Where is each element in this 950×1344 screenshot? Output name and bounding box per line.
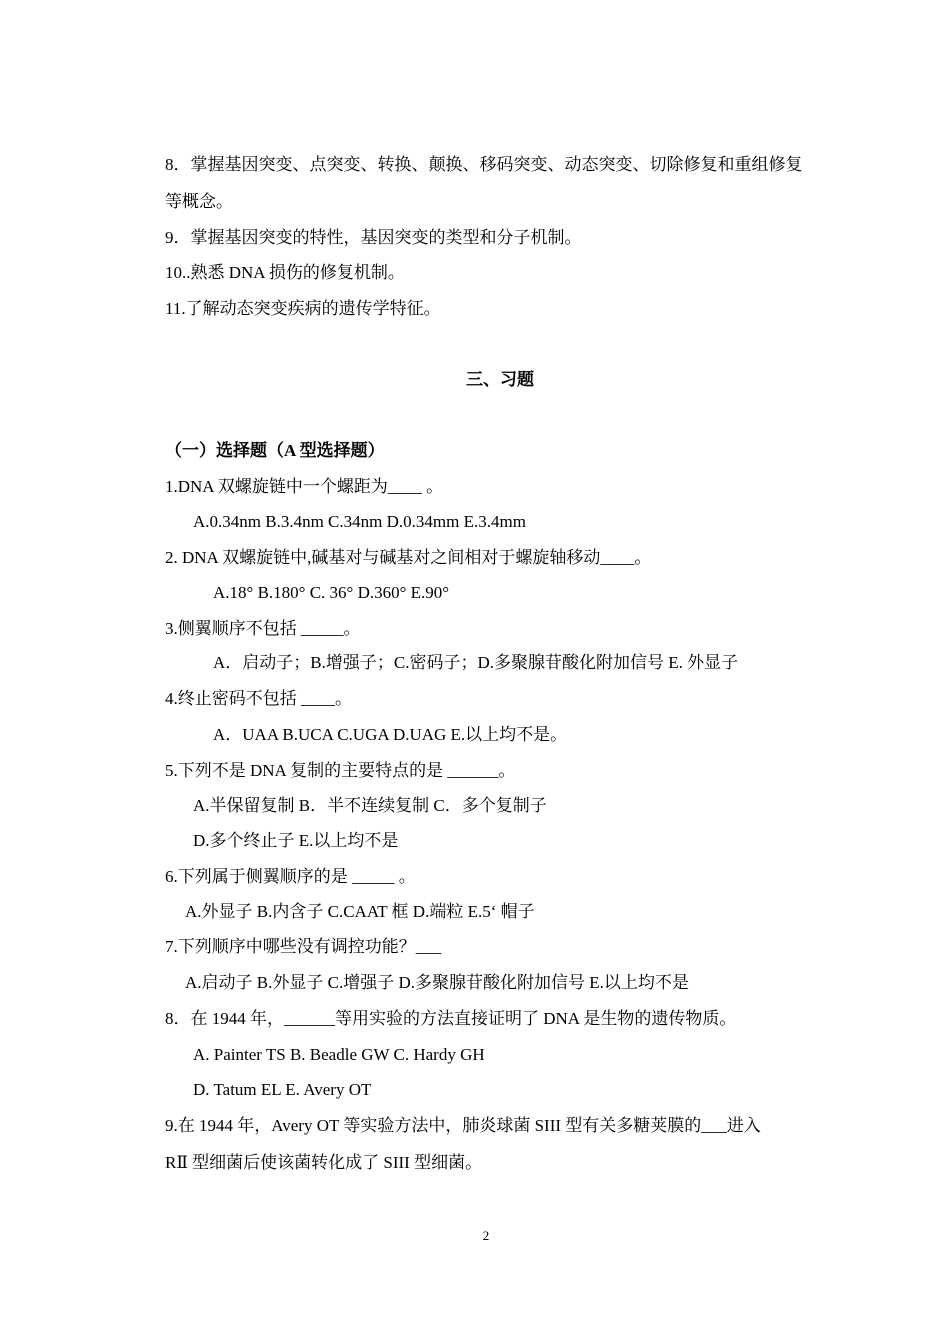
question-5-options-line2: D.多个终止子 E.以上均不是 — [193, 831, 399, 850]
question-1-options: A.0.34nm B.3.4nm C.34nm D.0.34mm E.3.4mm — [193, 512, 526, 531]
question-2-options: A.18° B.180° C. 36° D.360° E.90° — [213, 583, 450, 602]
question-9-line1: 9.在 1944 年，Avery OT 等实验方法中，肺炎球菌 SIII 型有关多糖荚膜的___进入 — [165, 1116, 761, 1135]
objective-8-line2: 等概念。 — [165, 192, 233, 211]
question-5-options-line1: A.半保留复制 B．半不连续复制 C．多个复制子 — [193, 796, 547, 815]
question-8-options-line2: D. Tatum EL E. Avery OT — [193, 1080, 372, 1099]
section-title: 三、习题 — [466, 370, 534, 389]
question-9-line2: RⅡ 型细菌后使该菌转化成了 SIII 型细菌。 — [165, 1153, 483, 1172]
question-5: 5.下列不是 DNA 复制的主要特点的是 ______。 — [165, 761, 516, 780]
question-6: 6.下列属于侧翼顺序的是 _____ 。 — [165, 867, 416, 886]
objective-10: 10..熟悉 DNA 损伤的修复机制。 — [165, 263, 405, 282]
question-4-options: A．UAA B.UCA C.UGA D.UAG E.以上均不是。 — [213, 725, 568, 744]
objective-11: 11.了解动态突变疾病的遗传学特征。 — [165, 299, 441, 318]
subsection-title: （一）选择题（A 型选择题） — [165, 441, 385, 460]
question-8: 8．在 1944 年，______等用实验的方法直接证明了 DNA 是生物的遗传物质。 — [165, 1009, 737, 1028]
objective-9: 9．掌握基因突变的特性，基因突变的类型和分子机制。 — [165, 228, 582, 247]
page-number: 2 — [482, 1228, 490, 1243]
question-8-options-line1: A. Painter TS B. Beadle GW C. Hardy GH — [193, 1045, 485, 1064]
question-4: 4.终止密码不包括 ____。 — [165, 689, 352, 708]
question-3: 3.侧翼顺序不包括 _____。 — [165, 619, 361, 638]
question-7-options: A.启动子 B.外显子 C.增强子 D.多聚腺苷酸化附加信号 E.以上均不是 — [185, 973, 689, 992]
question-3-options: A．启动子；B.增强子；C.密码子；D.多聚腺苷酸化附加信号 E. 外显子 — [213, 653, 739, 672]
question-2: 2. DNA 双螺旋链中,碱基对与碱基对之间相对于螺旋轴移动____。 — [165, 548, 652, 567]
question-1: 1.DNA 双螺旋链中一个螺距为____ 。 — [165, 477, 444, 496]
objective-8-line1: 8．掌握基因突变、点突变、转换、颠换、移码突变、动态突变、切除修复和重组修复 — [165, 155, 803, 174]
question-6-options: A.外显子 B.内含子 C.CAAT 框 D.端粒 E.5‘ 帽子 — [185, 902, 535, 921]
question-7: 7.下列顺序中哪些没有调控功能？___ — [165, 937, 442, 956]
